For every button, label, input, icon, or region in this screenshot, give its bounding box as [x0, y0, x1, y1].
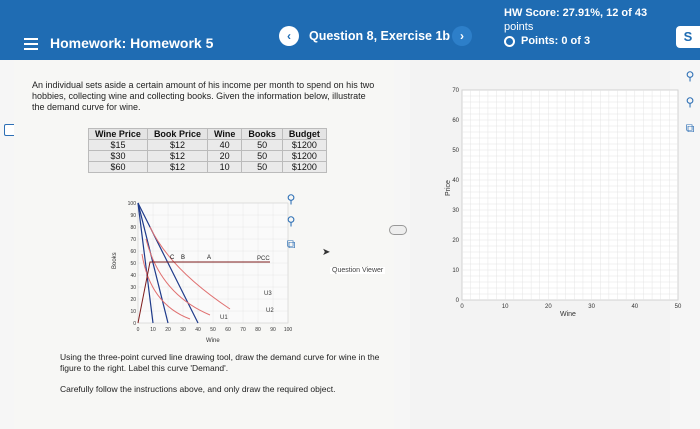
table-cell: 50 [242, 162, 283, 173]
table-cell: $60 [89, 162, 148, 173]
col-header-budget: Budget [282, 129, 326, 140]
y-tick-label: 70 [452, 88, 459, 94]
points-text: Points: 0 of 3 [521, 35, 591, 47]
homework-title: Homework: Homework 5 [50, 35, 214, 51]
table-cell: 20 [207, 151, 241, 162]
points-row [504, 34, 647, 48]
price-table [88, 128, 327, 173]
table-cell: $12 [147, 162, 207, 173]
y-tick-label: 90 [130, 213, 136, 219]
instruction-text: Using the three-point curved line drawing tool, draw the demand curve for wine in the figure to the right. Label this curve 'Demand'. [60, 352, 380, 373]
table-row [89, 151, 327, 162]
table-cell: 50 [242, 151, 283, 162]
content-area [0, 60, 700, 429]
x-ticks [460, 304, 682, 310]
question-viewer-label[interactable]: Question Viewer [332, 267, 384, 274]
table-cell: $1200 [282, 151, 326, 162]
x-tick-label: 70 [240, 327, 246, 333]
y-tick-label: 60 [130, 249, 136, 255]
u3-label: U3 [264, 291, 272, 297]
y-tick-label: 50 [130, 261, 136, 267]
panel-resize-handle[interactable] [389, 225, 407, 235]
cursor-icon: ➤ [322, 247, 331, 258]
table-row [89, 140, 327, 151]
user-avatar[interactable]: S [676, 26, 700, 48]
x-tick-label: 20 [545, 304, 552, 310]
point-label-a: A [207, 255, 212, 261]
col-header-books: Books [242, 129, 283, 140]
x-tick-label: 100 [283, 327, 293, 333]
table-cell: $1200 [282, 162, 326, 173]
y-tick-label: 20 [130, 297, 136, 303]
price-wine-graph[interactable] [444, 86, 684, 346]
question-title: Question 8, Exercise 1b [309, 29, 451, 43]
x-tick-label: 20 [165, 327, 171, 333]
next-question-button[interactable]: › [452, 26, 472, 46]
x-tick-label: 60 [225, 327, 231, 333]
x-tick-label: 10 [501, 304, 509, 310]
books-wine-graph [110, 199, 300, 349]
previous-question-button[interactable]: ‹ [279, 26, 299, 46]
table-cell: $15 [89, 140, 148, 151]
popout-icon[interactable]: ⧉ [286, 237, 296, 251]
point-label-c: C [170, 255, 175, 261]
problem-text: An individual sets aside a certain amount of his income per month to spend on his two hobbies, collecting wine and collecting books. Given the information below, illustrate the demand curve for wine. [32, 80, 375, 112]
table-cell: $12 [147, 151, 207, 162]
y-tick-label: 100 [127, 201, 136, 207]
zoom-in-icon[interactable]: ⚲ [685, 69, 695, 83]
x-tick-label: 0 [136, 327, 140, 333]
instruction-note: Carefully follow the instructions above, and only draw the required object. [60, 384, 336, 394]
y-tick-label: 80 [130, 225, 136, 231]
y-axis-label: Books [112, 252, 118, 269]
x-tick-label: 80 [255, 327, 261, 333]
x-axis-label: Wine [560, 311, 576, 318]
x-tick-label: 30 [180, 327, 186, 333]
x-axis-label: Wine [206, 338, 220, 344]
table-cell: $1200 [282, 140, 326, 151]
x-tick-label: 10 [150, 327, 156, 333]
top-bar [0, 0, 700, 60]
x-tick-label: 50 [210, 327, 216, 333]
table-cell: 50 [242, 140, 283, 151]
table-cell: $12 [147, 140, 207, 151]
hw-score: HW Score: 27.91%, 12 of 43 [504, 7, 648, 19]
u2-label: U2 [266, 308, 274, 314]
y-tick-label: 0 [455, 298, 459, 304]
col-header-book-price: Book Price [147, 129, 207, 140]
y-tick-label: 20 [452, 238, 459, 244]
table-cell: 10 [207, 162, 241, 173]
y-tick-label: 60 [452, 118, 459, 124]
circle-icon [504, 36, 515, 47]
y-tick-label: 30 [452, 208, 459, 214]
y-tick-label: 50 [452, 148, 459, 154]
y-tick-label: 10 [452, 268, 459, 274]
y-tick-label: 30 [130, 285, 136, 291]
drawing-area[interactable] [462, 90, 678, 300]
x-tick-label: 40 [631, 304, 639, 310]
score-box [504, 6, 647, 48]
pcc-label: PCC [257, 256, 270, 262]
zoom-in-icon[interactable]: ⚲ [286, 192, 296, 206]
u1-label: U1 [220, 315, 228, 321]
table-header-row [89, 129, 327, 140]
x-tick-label: 90 [270, 327, 276, 333]
x-tick-label: 50 [674, 304, 682, 310]
y-ticks [128, 201, 137, 327]
y-ticks [452, 88, 459, 304]
table-cell: $30 [89, 151, 148, 162]
x-tick-label: 40 [195, 327, 201, 333]
y-tick-label: 0 [133, 321, 136, 327]
menu-icon[interactable] [24, 38, 38, 53]
x-tick-label: 0 [460, 304, 464, 310]
hw-score-unit: points [504, 21, 534, 33]
y-tick-label: 40 [130, 273, 136, 279]
table-cell: 40 [207, 140, 241, 151]
y-tick-label: 10 [130, 309, 136, 315]
table-row [89, 162, 327, 173]
zoom-out-icon[interactable]: ⚲ [685, 95, 695, 109]
popout-icon[interactable]: ⧉ [685, 121, 695, 135]
x-ticks [137, 327, 293, 333]
y-axis-label: Price [445, 180, 452, 196]
point-label-b: B [181, 255, 186, 261]
col-header-wine: Wine [207, 129, 241, 140]
col-header-wine-price: Wine Price [89, 129, 148, 140]
x-tick-label: 30 [588, 304, 595, 310]
zoom-out-icon[interactable]: ⚲ [286, 214, 296, 228]
y-tick-label: 40 [452, 178, 459, 184]
y-tick-label: 70 [130, 237, 136, 243]
